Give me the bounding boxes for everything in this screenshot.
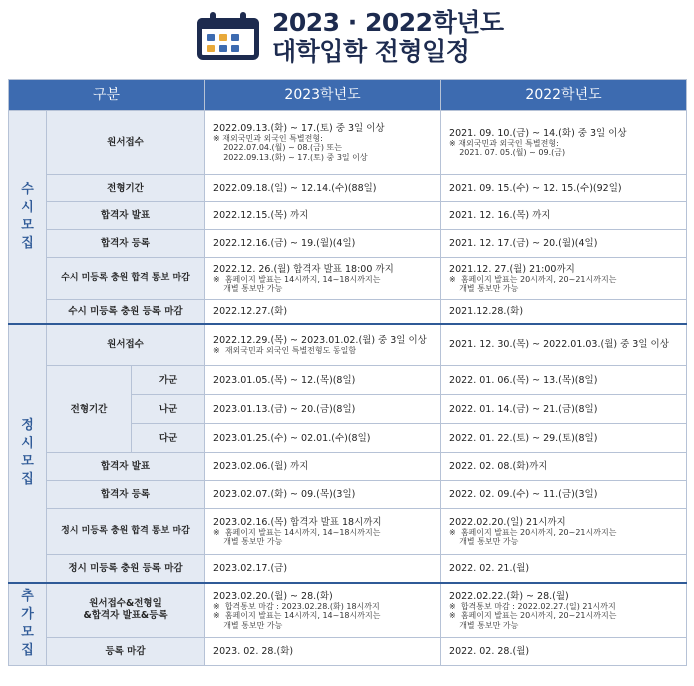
- row-label: 원서접수&전형일 &합격자 발표&등록: [47, 583, 205, 638]
- cell-2023: 2022.12.16.(금) ~ 19.(월)(4일): [205, 230, 441, 258]
- table-row: [9, 202, 687, 230]
- row-label: 수시 미등록 충원 등록 마감: [47, 300, 205, 324]
- header-2023: 2023학년도: [205, 80, 441, 111]
- row-label-period: 전형기간: [47, 366, 132, 453]
- cell-2023: 2022.09.18.(일) ~ 12.14.(수)(88일): [205, 175, 441, 202]
- cell-2023: 2023.01.05.(목) ~ 12.(목)(8일): [205, 366, 441, 395]
- table-row: [9, 366, 687, 395]
- cell-2023: 2023.02.20.(월) ~ 28.(화) ※ 합격통보 마감 : 2023.02.28.(화) 18시까지 ※ 홈페이지 발표는 14시까지, 14~18시까지는 개별 통보만 가능: [205, 583, 441, 638]
- table-row: [9, 481, 687, 509]
- header-2022: 2022학년도: [441, 80, 687, 111]
- cell-2022: 2022. 02. 28.(월): [441, 638, 687, 666]
- cell-2022: 2022. 02. 08.(화)까지: [441, 453, 687, 481]
- cell-2022: 2022. 01. 14.(금) ~ 21.(금)(8일): [441, 395, 687, 424]
- cell-2022: 2021. 09. 10.(금) ~ 14.(화) 중 3일 이상 ※ 재외국민과 외국인 특별전형: 2021. 07. 05.(월) ~ 09.(금): [441, 111, 687, 175]
- cell-2022: 2021. 12. 30.(목) ~ 2022.01.03.(월) 중 3일 이상: [441, 324, 687, 366]
- table-row: [9, 300, 687, 324]
- header-category: 구분: [9, 80, 205, 111]
- group-label: 가군: [132, 366, 205, 395]
- cell-2023: 2023. 02. 28.(화): [205, 638, 441, 666]
- table-row: [9, 555, 687, 583]
- cell-2022: 2022.02.20.(일) 21시까지 ※ 홈페이지 발표는 20시까지, 20~21시까지는 개별 통보만 가능: [441, 509, 687, 555]
- row-label: 정시 미등록 충원 합격 통보 마감: [47, 509, 205, 555]
- cell-2023: 2023.01.13.(금) ~ 20.(금)(8일): [205, 395, 441, 424]
- row-label: 합격자 등록: [47, 481, 205, 509]
- table-row: [9, 230, 687, 258]
- row-label: 등록 마감: [47, 638, 205, 666]
- title-line-1: 2023 · 2022학년도: [272, 8, 504, 37]
- table-row: [9, 258, 687, 300]
- cell-2023: 2023.01.25.(수) ~ 02.01.(수)(8일): [205, 424, 441, 453]
- table-row: [9, 175, 687, 202]
- cell-2022: 2022. 02. 09.(수) ~ 11.(금)(3일): [441, 481, 687, 509]
- cell-2023: 2022.12. 26.(월) 합격자 발표 18:00 까지 ※ 홈페이지 발표는 14시까지, 14~18시까지는 개별 통보만 가능: [205, 258, 441, 300]
- category-jeongsi: 정 시 모 집: [9, 324, 47, 583]
- row-label: 전형기간: [47, 175, 205, 202]
- table-header-row: [9, 80, 687, 111]
- calendar-icon: [197, 12, 259, 60]
- cell-2022: 2022.02.22.(화) ~ 28.(월) ※ 합격통보 마감 : 2022.02.27.(일) 21시까지 ※ 홈페이지 발표는 20시까지, 20~21시까지는 개별 통보만 가능: [441, 583, 687, 638]
- row-label: 정시 미등록 충원 등록 마감: [47, 555, 205, 583]
- cell-2023: 2023.02.16.(목) 합격자 발표 18시까지 ※ 홈페이지 발표는 14시까지, 14~18시까지는 개별 통보만 가능: [205, 509, 441, 555]
- cell-2022: 2021.12.28.(화): [441, 300, 687, 324]
- cell-2022: 2021.12. 27.(월) 21:00까지 ※ 홈페이지 발표는 20시까지, 20~21시까지는 개별 통보만 가능: [441, 258, 687, 300]
- table-row: [9, 324, 687, 366]
- group-label: 다군: [132, 424, 205, 453]
- row-label: 수시 미등록 충원 합격 통보 마감: [47, 258, 205, 300]
- schedule-table: [8, 79, 687, 666]
- cell-2023: 2022.09.13.(화) ~ 17.(토) 중 3일 이상 ※ 재외국민과 외국인 특별전형: 2022.07.04.(월) ~ 08.(금) 또는 2022.09.13.(화) ~ 17.(토) 중 3일 이상: [205, 111, 441, 175]
- table-row: [9, 111, 687, 175]
- table-row: [9, 453, 687, 481]
- cell-2022: 2022. 02. 21.(월): [441, 555, 687, 583]
- table-row: [9, 509, 687, 555]
- cell-2022: 2021. 09. 15.(수) ~ 12. 15.(수)(92일): [441, 175, 687, 202]
- row-label: 합격자 등록: [47, 230, 205, 258]
- row-label: 합격자 발표: [47, 453, 205, 481]
- category-susi: 수 시 모 집: [9, 111, 47, 324]
- cell-2023: 2023.02.07.(화) ~ 09.(목)(3일): [205, 481, 441, 509]
- cell-2022: 2021. 12. 17.(금) ~ 20.(월)(4일): [441, 230, 687, 258]
- cell-2023: 2023.02.06.(월) 까지: [205, 453, 441, 481]
- cell-2023: 2022.12.29.(목) ~ 2023.01.02.(월) 중 3일 이상 ※ 재외국민과 외국인 특별전형도 동일함: [205, 324, 441, 366]
- row-label: 원서접수: [47, 111, 205, 175]
- group-label: 나군: [132, 395, 205, 424]
- row-label: 합격자 발표: [47, 202, 205, 230]
- table-row: [9, 638, 687, 666]
- row-label: 원서접수: [47, 324, 205, 366]
- table-row: [9, 583, 687, 638]
- title-line-2: 대학입학 전형일정: [272, 37, 470, 66]
- cell-2023: 2023.02.17.(금): [205, 555, 441, 583]
- cell-2023: 2022.12.15.(목) 까지: [205, 202, 441, 230]
- page-header: [0, 0, 694, 78]
- cell-2022: 2021. 12. 16.(목) 까지: [441, 202, 687, 230]
- cell-2023: 2022.12.27.(화): [205, 300, 441, 324]
- page-title: [272, 8, 504, 66]
- cell-2022: 2022. 01. 22.(토) ~ 29.(토)(8일): [441, 424, 687, 453]
- category-chuga: 추 가 모 집: [9, 583, 47, 666]
- cell-2022: 2022. 01. 06.(목) ~ 13.(목)(8일): [441, 366, 687, 395]
